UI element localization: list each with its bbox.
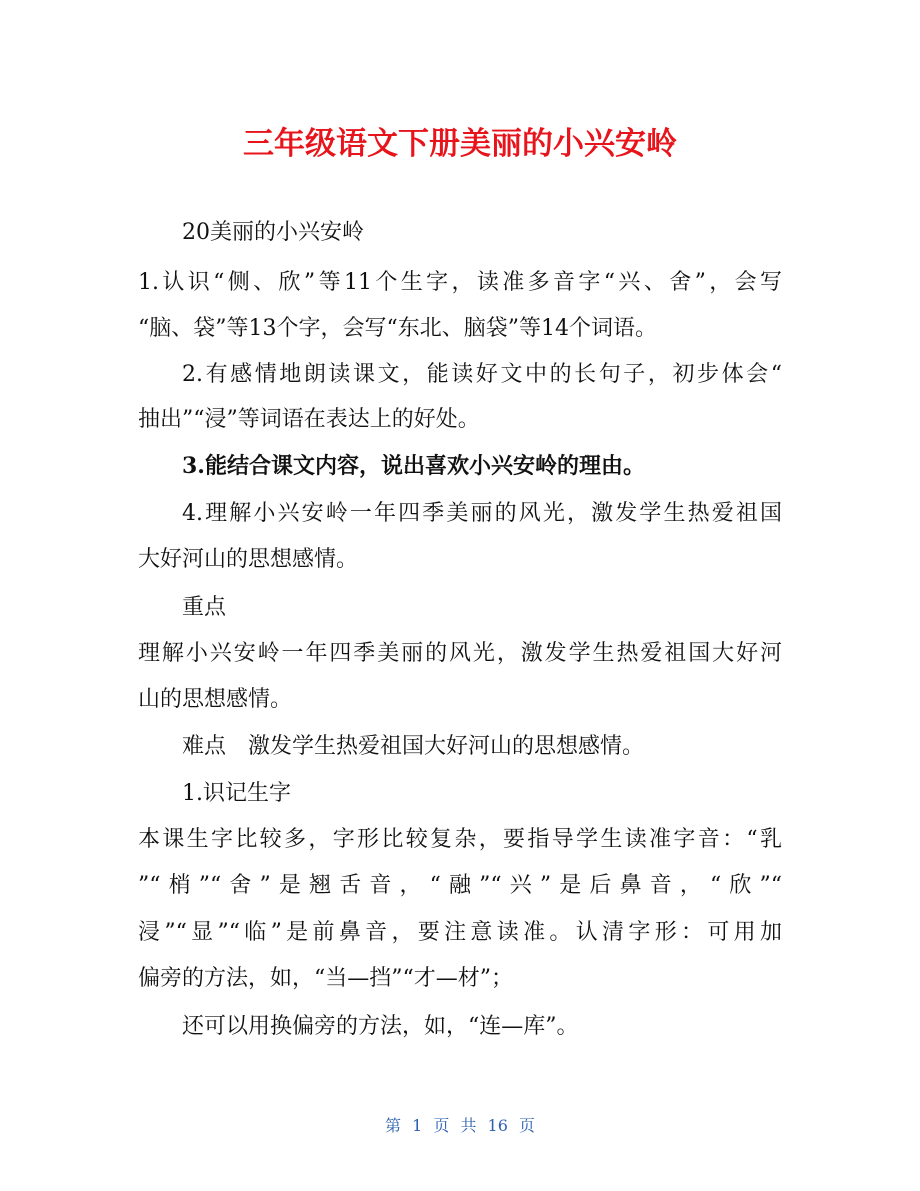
lesson-heading: 20美丽的小兴安岭 bbox=[182, 220, 364, 245]
objective-3: 3.能结合课文内容，说出喜欢小兴安岭的理由。 bbox=[182, 453, 645, 479]
section-1-paragraph-line-1: 本课生字比较多，字形比较复杂，要指导学生读准字音：“乳 bbox=[138, 827, 782, 852]
section-1-paragraph-line-3: 浸”“显”“临”是前鼻音，要注意读准。认清字形：可用加 bbox=[138, 920, 782, 945]
page-footer: 第 1 页 共 16 页 bbox=[385, 1116, 535, 1135]
objective-1-line-2: “脑、袋”等13个字，会写“东北、脑袋”等14个词语。 bbox=[138, 316, 657, 341]
section-1-paragraph-line-2: ”“梢”“舍”是翘舌音，“融”“兴”是后鼻音，“欣”“ bbox=[138, 873, 782, 898]
document-title: 三年级语文下册美丽的小兴安岭 bbox=[243, 126, 677, 162]
objective-2-line-1: 2.有感情地朗读课文，能读好文中的长句子，初步体会“ bbox=[182, 362, 782, 387]
section-1-paragraph-line-4: 偏旁的方法，如，“当—挡”“才—材”； bbox=[138, 966, 513, 991]
objective-4-line-2: 大好河山的思想感情。 bbox=[138, 547, 359, 572]
objective-1-line-1: 1.认识“侧、欣”等11个生字，读准多音字“兴、舍”，会写 bbox=[138, 270, 782, 295]
key-points-heading: 重点 bbox=[182, 595, 227, 620]
objective-4-line-1: 4.理解小兴安岭一年四季美丽的风光，激发学生热爱祖国 bbox=[182, 501, 782, 526]
key-points-line-2: 山的思想感情。 bbox=[138, 687, 293, 712]
difficulty-line: 难点 激发学生热爱祖国大好河山的思想感情。 bbox=[182, 734, 645, 759]
objective-2-line-2: 抽出”“浸”等词语在表达上的好处。 bbox=[138, 407, 480, 432]
key-points-line-1: 理解小兴安岭一年四季美丽的风光，激发学生热爱祖国大好河 bbox=[138, 641, 782, 666]
section-1-heading: 1.识记生字 bbox=[182, 781, 291, 806]
section-1-paragraph-2: 还可以用换偏旁的方法，如，“连—库”。 bbox=[182, 1014, 579, 1039]
